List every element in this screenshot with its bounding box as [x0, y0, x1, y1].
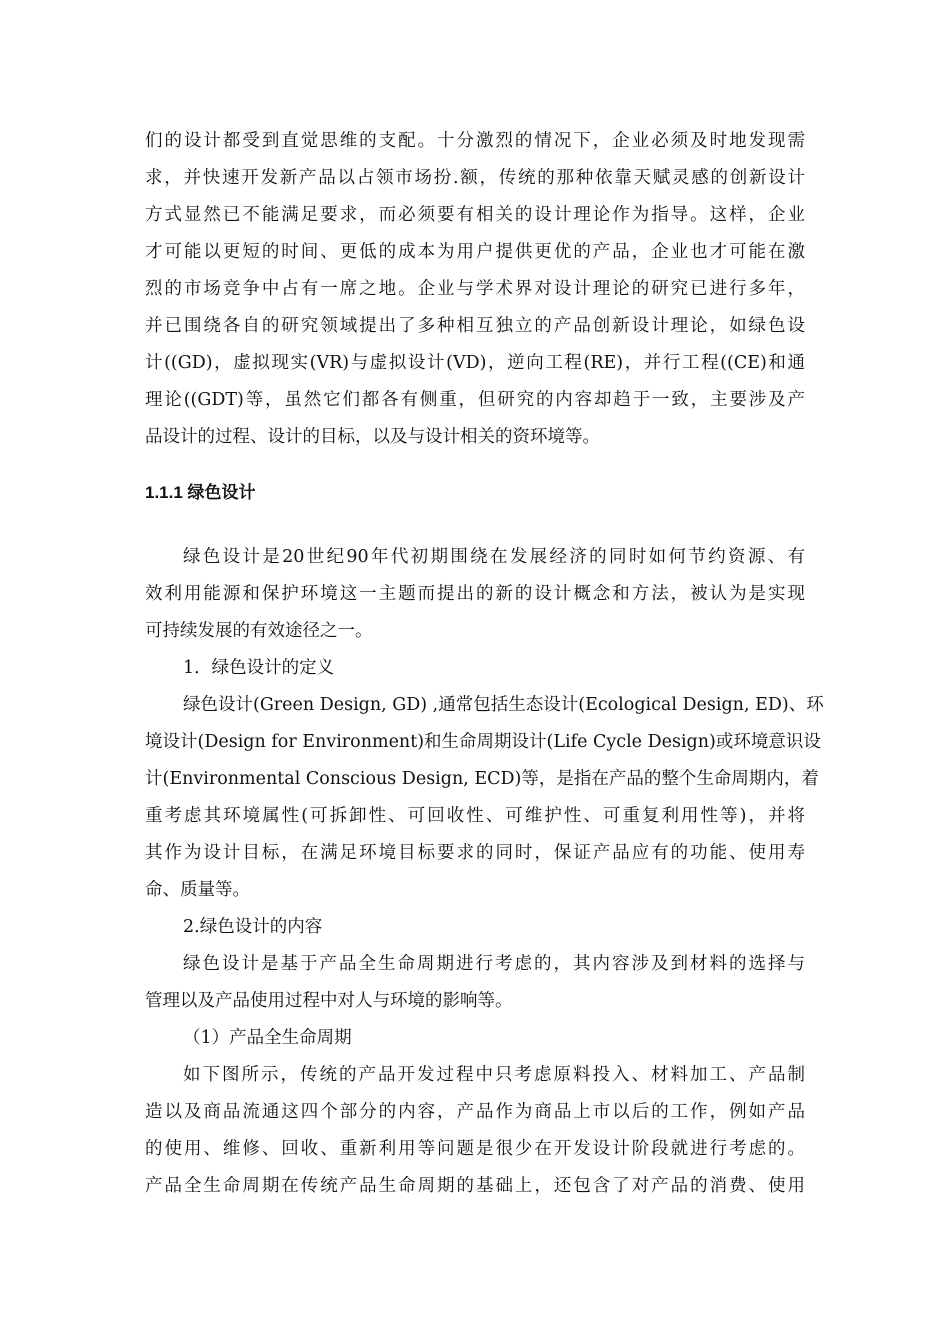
item-2-title: 2.绿色设计的内容 — [183, 917, 323, 937]
paragraph-3-line-6: 命、质量等。 — [145, 880, 250, 900]
paragraph-5-line-2: 造以及商品流通这四个部分的内容，产品作为商品上市以后的工作，例如产品 — [145, 1102, 805, 1122]
paragraph-5-line-3: 的使用、维修、回收、重新利用等问题是很少在开发设计阶段就进行考虑的。 — [145, 1139, 805, 1159]
paragraph-3-line-4: 重考虑其环境属性(可拆卸性、可回收性、可维护性、可重复利用性等)，并将 — [145, 806, 805, 826]
subitem-1-title: （1）产品全生命周期 — [183, 1028, 352, 1048]
paragraph-1-line-9: 品设计的过程、设计的目标，以及与设计相关的资环境等。 — [145, 427, 600, 447]
paragraph-3-line-1: 绿色设计(Green Design, GD) ,通常包括生态设计(Ecological Design, ED)、环 — [183, 695, 824, 715]
item-1-title: 1．绿色设计的定义 — [183, 658, 335, 678]
paragraph-2-line-3: 可持续发展的有效途径之一。 — [145, 621, 373, 641]
paragraph-2-line-1: 绿色设计是20世纪90年代初期围绕在发展经济的同时如何节约资源、有 — [183, 547, 805, 567]
paragraph-5-line-1: 如下图所示，传统的产品开发过程中只考虑原料投入、材料加工、产品制 — [183, 1065, 805, 1085]
paragraph-1-line-6: 并已围绕各自的研究领域提出了多种相互独立的产品创新设计理论，如绿色设 — [145, 316, 805, 336]
paragraph-3-line-3: 计(Environmental Conscious Design, ECD)等，是指在产品的整个生命周期内，着 — [145, 769, 819, 789]
paragraph-3-line-5: 其作为设计目标，在满足环境目标要求的同时，保证产品应有的功能、使用寿 — [145, 843, 805, 863]
paragraph-2-line-2: 效利用能源和保护环境这一主题而提出的新的设计概念和方法，被认为是实现 — [145, 584, 805, 604]
paragraph-1-line-1: 们的设计都受到直觉思维的支配。十分激烈的情况下，企业必须及时地发现需 — [145, 131, 805, 151]
paragraph-1-line-7: 计((GD)，虚拟现实(VR)与虚拟设计(VD)，逆向工程(RE)，并行工程((CE)和通 — [145, 353, 805, 373]
paragraph-1-line-8: 理论((GDT)等，虽然它们都各有侧重，但研究的内容却趋于一致，主要涉及产 — [145, 390, 805, 410]
section-heading: 1.1.1 绿色设计 — [145, 483, 256, 502]
paragraph-3-line-2: 境设计(Design for Environment)和生命周期设计(Life Cycle Design)或环境意识设 — [145, 732, 821, 752]
paragraph-4-line-2: 管理以及产品使用过程中对人与环境的影响等。 — [145, 991, 513, 1011]
paragraph-4-line-1: 绿色设计是基于产品全生命周期进行考虑的，其内容涉及到材料的选择与 — [183, 954, 805, 974]
paragraph-1-line-3: 方式显然已不能满足要求，而必须要有相关的设计理论作为指导。这样，企业 — [145, 205, 805, 225]
paragraph-1-line-5: 烈的市场竞争中占有一席之地。企业与学术界对设计理论的研究已进行多年， — [145, 279, 805, 299]
paragraph-1-line-4: 才可能以更短的时间、更低的成本为用户提供更优的产品，企业也才可能在激 — [145, 242, 805, 262]
paragraph-1-line-2: 求，并快速开发新产品以占领市场扮.额，传统的那种依靠天赋灵感的创新设计 — [145, 168, 805, 188]
paragraph-5-line-4: 产品全生命周期在传统产品生命周期的基础上，还包含了对产品的消费、使用 — [145, 1176, 805, 1196]
